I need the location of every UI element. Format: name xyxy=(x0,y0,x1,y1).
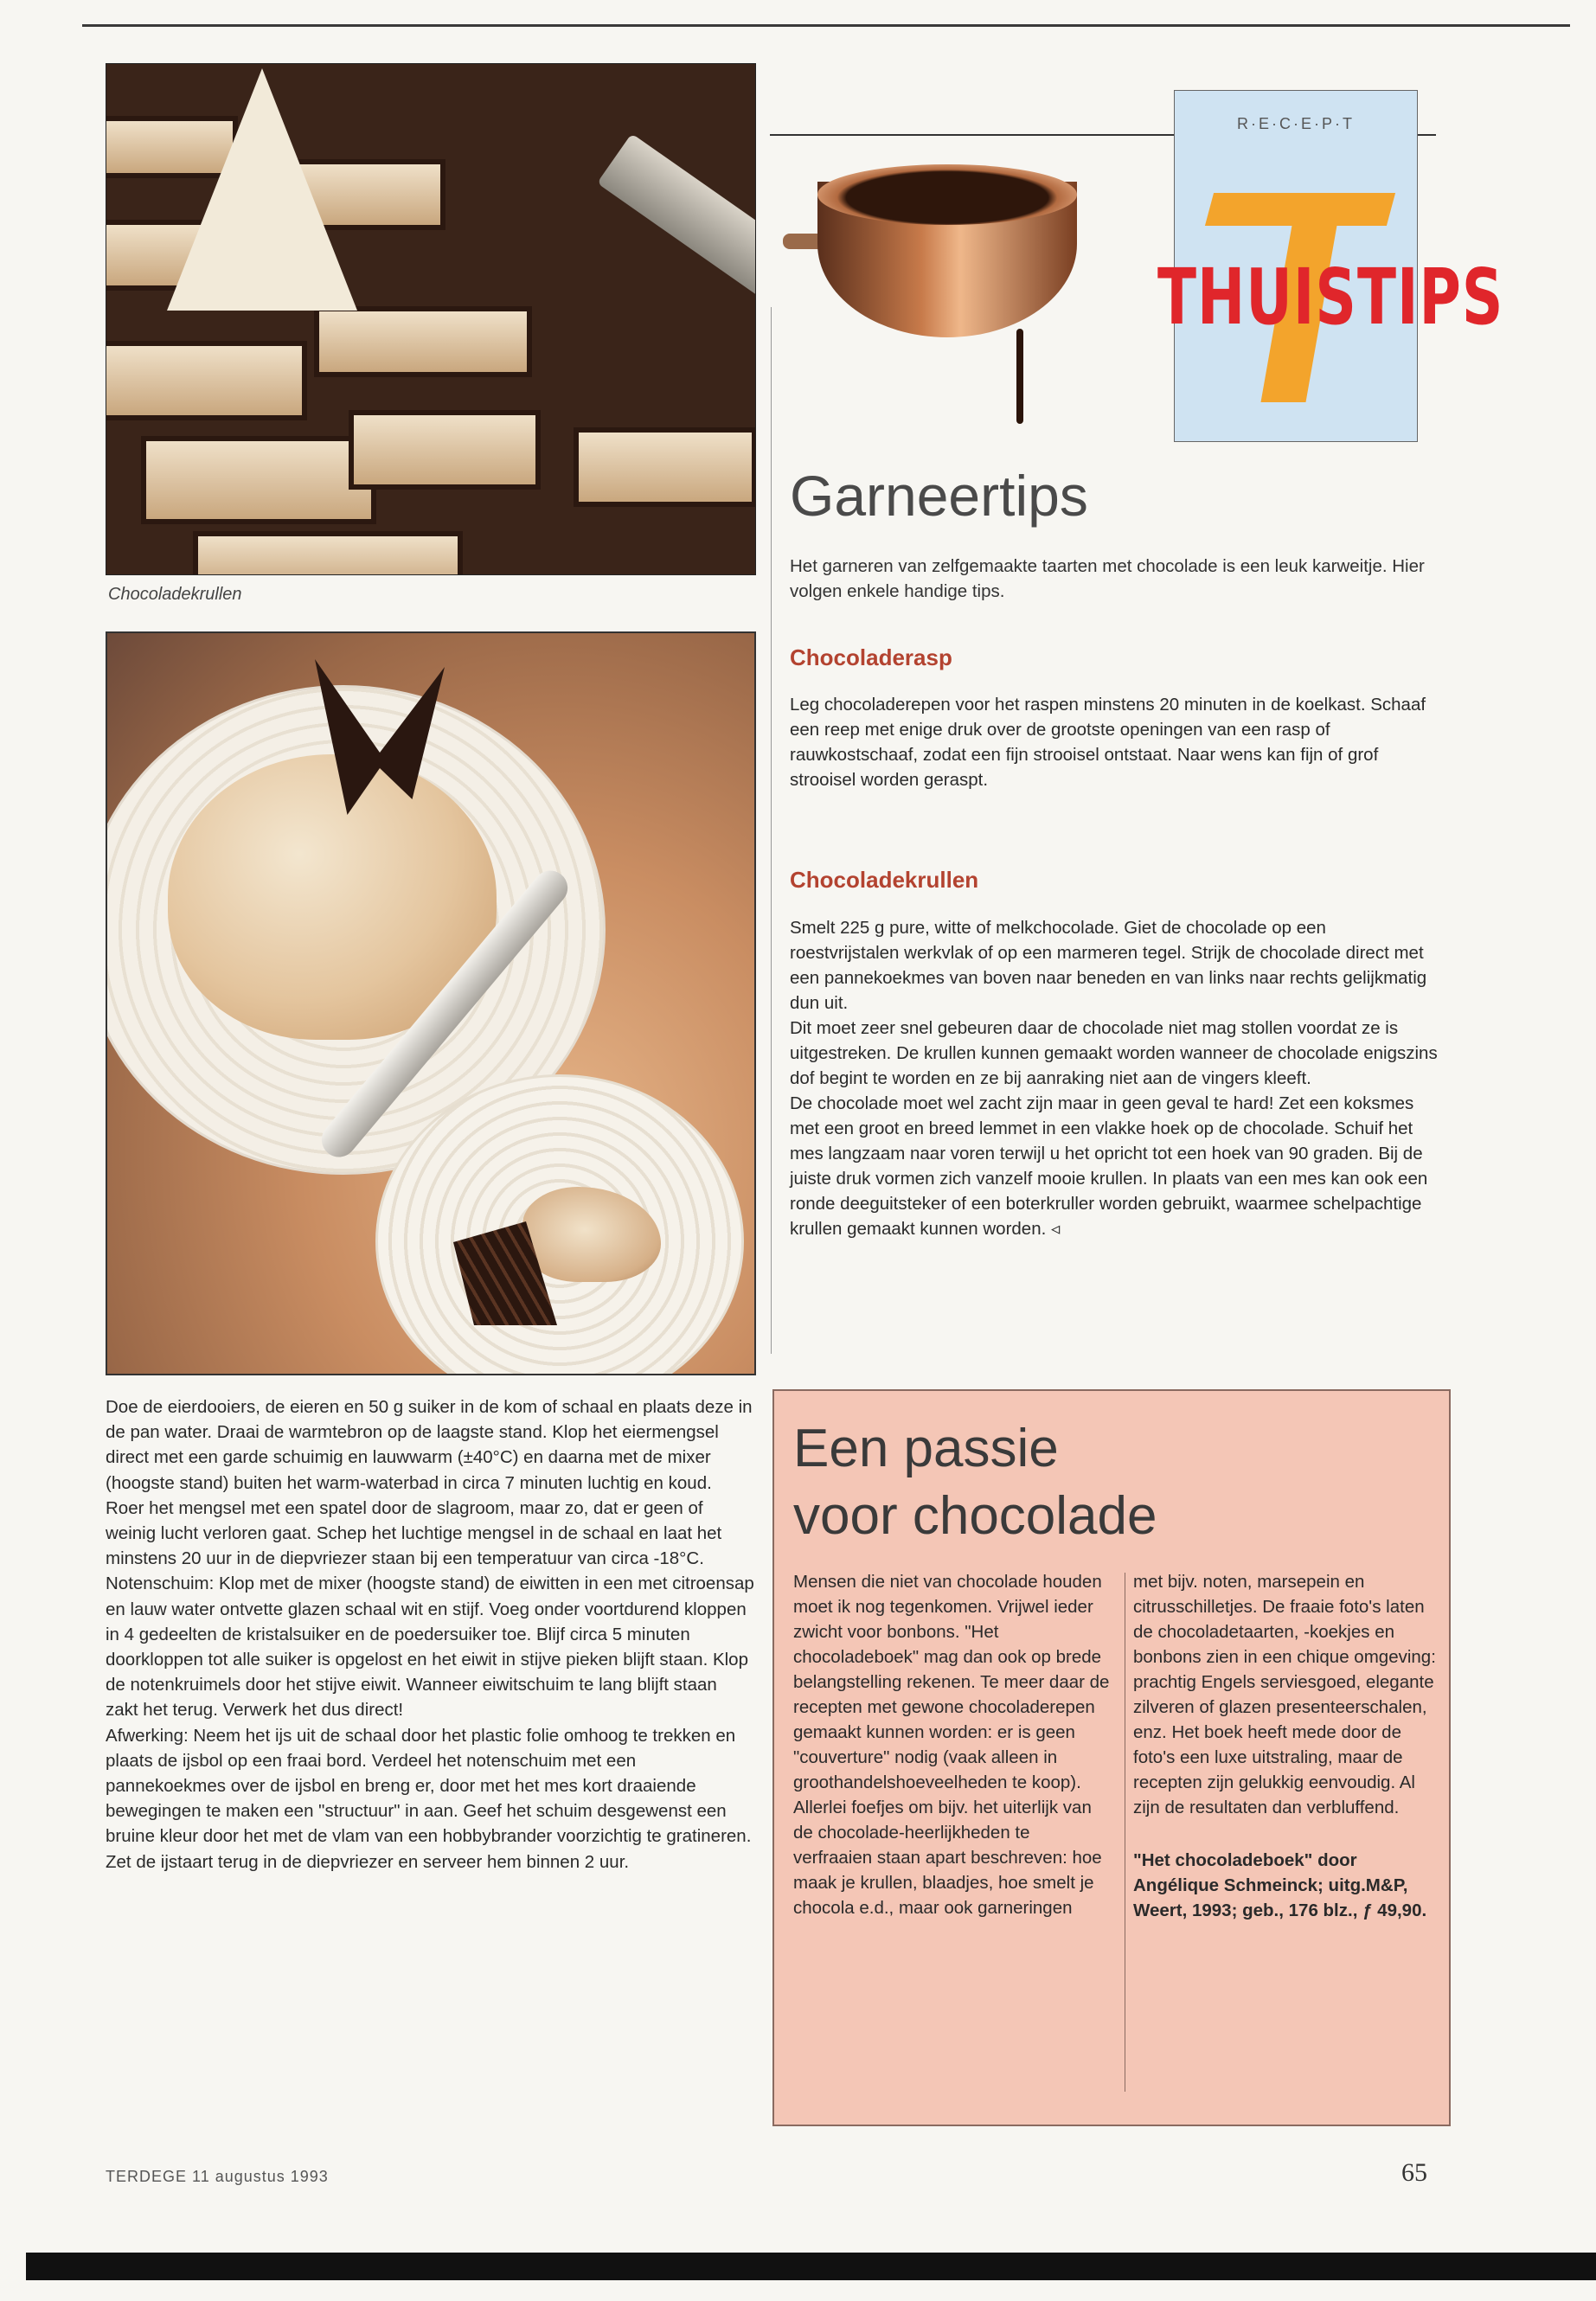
thuistips-logo xyxy=(1157,90,1504,442)
recipe-paragraph: Roer het mengsel met een spatel door de slagroom, maar zo, dat er geen of weinig lucht verloren gaat. Schep het luchtige mengsel in de schaal en laat het minstens 20 uur in de diepvriezer staan bij een temperatuur van circa -18°C. xyxy=(106,1497,722,1569)
top-rule xyxy=(82,24,1570,27)
krullen-paragraph: De chocolade moet wel zacht zijn maar in geen geval te hard! Zet een koksmes met een groot en breed lemmet in een vlakke hoek op de chocolade. Schuif het mes langzaam naar voren terwijl u het opricht tot een hoek van 90 graden. Bij de juiste druk vormen zich vanzelf mooie krullen. In plaats van een mes kan ook een ronde deeguitsteker of een boterkruller worden gebruikt, waarmee schelpachtige krullen gemaakt kunnen worden. ◃ xyxy=(790,1093,1428,1239)
column-divider xyxy=(771,307,772,1354)
saucepan-illustration xyxy=(783,164,1077,363)
heading-chocoladerasp: Chocoladerasp xyxy=(790,644,952,670)
logo-recept-text: R·E·C·E·P·T xyxy=(1237,115,1355,132)
recipe-text xyxy=(106,1394,754,1875)
photo-chocolate-curls xyxy=(106,63,756,575)
book-credit: "Het chocoladeboek" door Angélique Schmeinck; uitg.M&P, Weert, 1993; geb., 176 blz., ƒ 49,90. xyxy=(1133,1850,1427,1920)
photo-ice-cake xyxy=(106,631,756,1375)
krullen-paragraph: Dit moet zeer snel gebeuren daar de chocolade niet mag stollen voordat ze is uitgestreken. De krullen kunnen gemaakt worden wanneer de chocolade enigszins dof begint te worden en ze bij aanraking niet aan de vingers kleeft. xyxy=(790,1018,1438,1088)
box-title xyxy=(793,1415,1157,1550)
chocoladekrullen-text xyxy=(790,915,1439,1241)
box-title-line: voor chocolade xyxy=(793,1486,1157,1546)
krullen-paragraph: Smelt 225 g pure, witte of melkchocolade. Giet de chocolade op een roestvrijstalen werkvlak of op een marmeren tegel. Strijk de chocolade direct met een pannekoekmes van boven naar beneden en van links naar rechts gelijkmatig dun uit. xyxy=(790,918,1427,1013)
chocoladerasp-text: Leg chocoladerepen voor het raspen minstens 20 minuten in de koelkast. Schaaf een reep met enige druk over de grootste openingen van een rasp of rauwkostschaaf, zodat een fijn strooisel ontstaat. Naar wens kan fijn of grof strooisel worden geraspt. xyxy=(790,695,1426,790)
book-review-box xyxy=(772,1389,1451,2126)
page-number: 65 xyxy=(1401,2158,1427,2187)
box-title-line: Een passie xyxy=(793,1419,1059,1478)
box-review-text: met bijv. noten, marsepein en citrusschilletjes. De fraaie foto's laten de chocoladetaarten, -koekjes en bonbons zien in een chique omgeving: prachtig Engels serviesgoed, elegante zilveren of glazen presenteerschalen, enz. Het boek heeft mede door de foto's een luxe uitstraling, maar de recepten zijn gelukkig eenvoudig. Al zijn de resultaten dan verbluffend. xyxy=(1133,1572,1436,1817)
footer-publication: TERDEGE 11 augustus 1993 xyxy=(106,2168,329,2185)
box-column-right xyxy=(1133,1569,1436,1923)
recipe-paragraph: Afwerking: Neem het ijs uit de schaal door het plastic folie omhoog te trekken en plaats de ijsbol op een fraai bord. Verdeel het notenschuim met een pannekoekmes over de ijsbol en breng er, door met het mes kort draaiende bewegingen te maken een "structuur" in aan. Geef het schuim desgewenst een bruine kleur door het met de vlam van een hobbybrander voorzichtig te gratineren. Zet de ijstaart terug in de diepvriezer en serveer hem binnen 2 uur. xyxy=(106,1725,752,1872)
photo-caption: Chocoladekrullen xyxy=(108,585,242,604)
recipe-paragraph: Doe de eierdooiers, de eieren en 50 g suiker in de kom of schaal en plaats deze in de pan water. Draai de warmtebron op de laagste stand. Klop het eiermengsel direct met een garde schuimig en lauwwarm (±40°C) en daarna met de mixer (hoogste stand) buiten het warm-waterbad in circa 7 minuten luchtig en koud. xyxy=(106,1397,753,1493)
page-title: Garneertips xyxy=(790,464,1088,528)
box-column-left: Mensen die niet van chocolade houden moet ik nog tegenkomen. Vrijwel ieder zwicht voor bonbons. "Het chocoladeboek" mag dan ook op brede belangstelling rekenen. Te meer daar de recepten met gewone chocoladerepen gemaakt kunnen worden: er is geen "couverture" nodig (vaak alleen in groothandelshoeveelheden te koop). Allerlei foefjes om bijv. het uiterlijk van de chocolade-heerlijkheden te verfraaien staan apart beschreven: hoe maak je krullen, blaadjes, hoe smelt je chocola e.d., maar ook garneringen xyxy=(793,1572,1110,1918)
heading-chocoladekrullen: Chocoladekrullen xyxy=(790,867,979,893)
bottom-bar xyxy=(26,2253,1596,2280)
logo-name: THUISTIPS xyxy=(1157,252,1504,343)
intro-text: Het garneren van zelfgemaakte taarten met chocolade is een leuk karweitje. Hier volgen enkele handige tips. xyxy=(790,556,1425,601)
recipe-paragraph: Notenschuim: Klop met de mixer (hoogste stand) de eiwitten in een met citroensap en lauw water ontvette glazen schaal wit en stijf. Voeg onder voortdurend kloppen in 4 gedeelten de kristalsuiker en de poedersuiker toe. Blijf circa 5 minuten doorkloppen tot alle suiker is opgelost en het eiwit in stijve pieken blijft staan. Klop de notenkruimels door het stijve eiwit. Wanneer eiwitschuim te lang blijft staan zakt het terug. Verwerk het dus direct! xyxy=(106,1574,754,1721)
